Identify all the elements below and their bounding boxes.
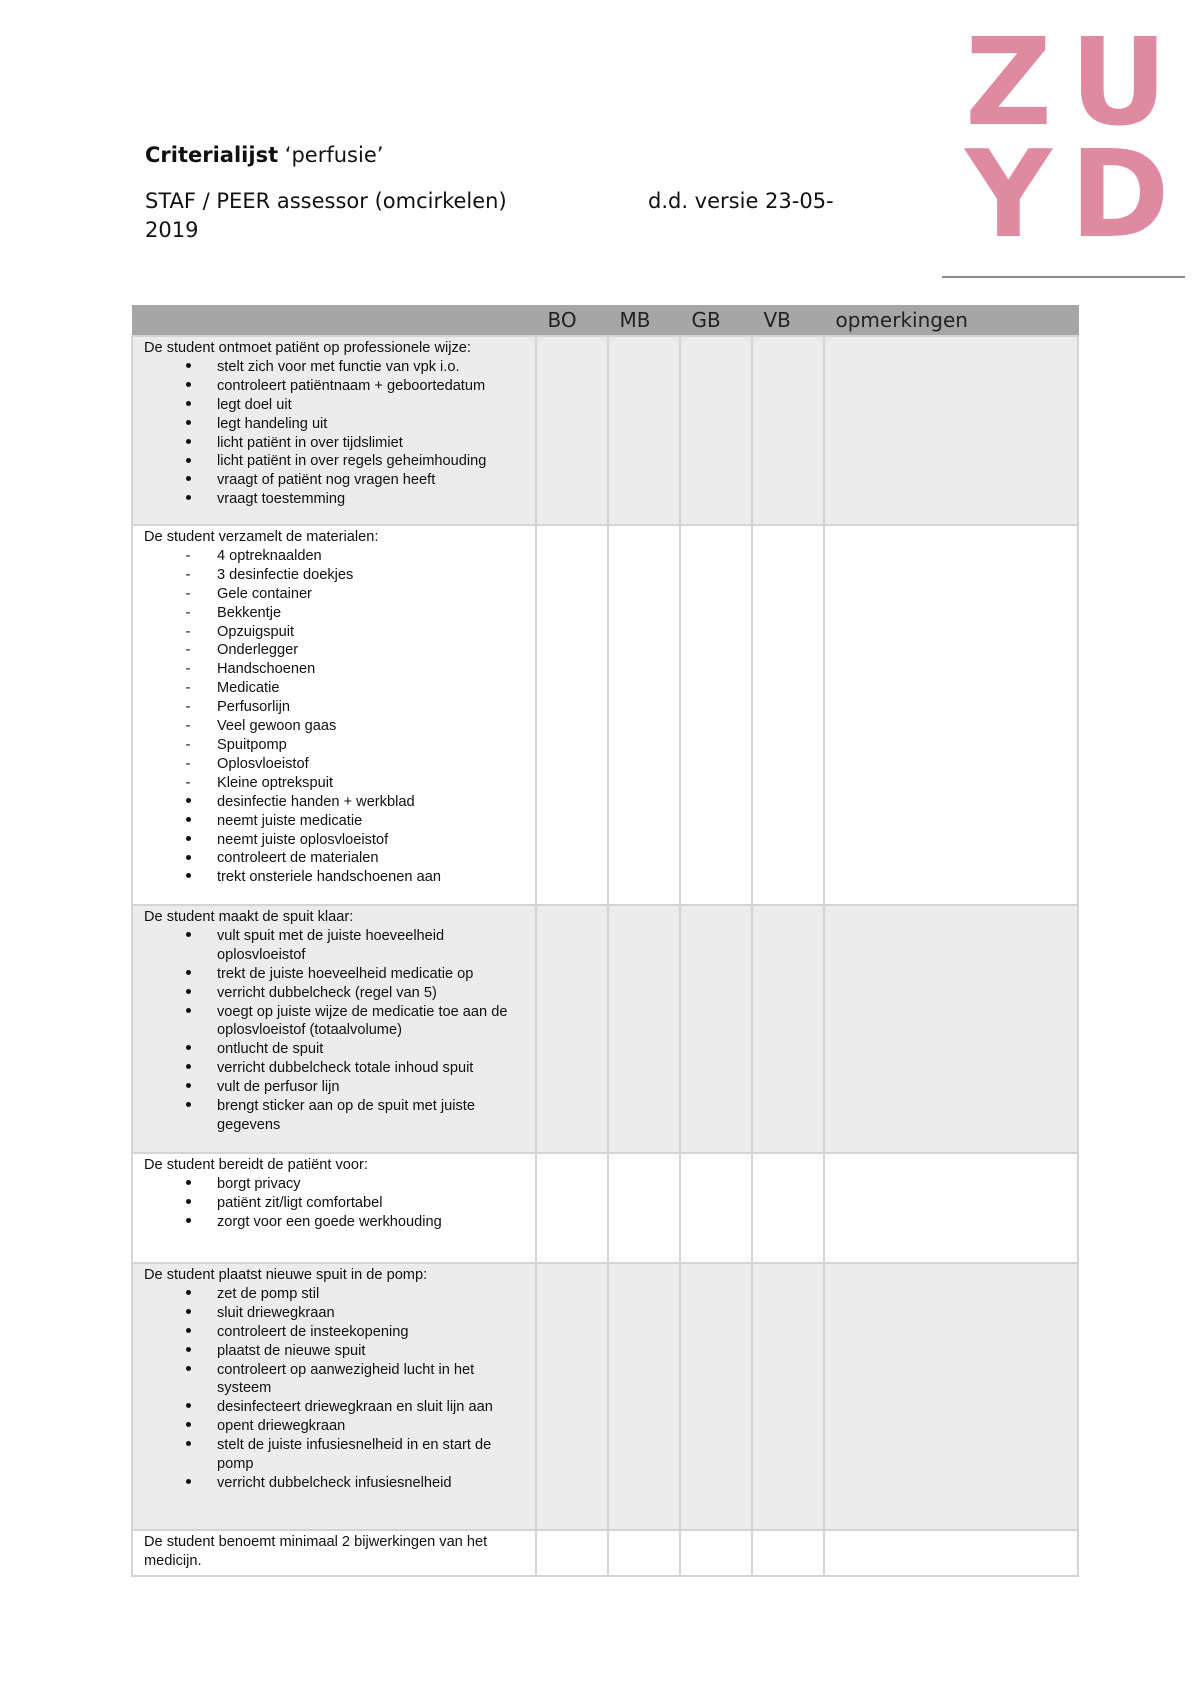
criterion-item <box>144 490 529 509</box>
criterion-cell <box>132 1153 536 1263</box>
criterion-item <box>144 965 529 984</box>
bullet-icon <box>182 1474 194 1493</box>
criterion-item <box>144 927 529 965</box>
remarks-cell[interactable] <box>824 1153 1078 1263</box>
bullet-icon <box>182 849 194 868</box>
criterion-cell <box>132 525 536 905</box>
criterion-item-text: voegt op juiste wijze de medicatie toe aan de oplosvloeistof (totaalvolume) <box>217 1003 508 1039</box>
header-vb: VB <box>752 305 824 336</box>
criterion-item-text: Oplosvloeistof <box>217 755 309 772</box>
score-cell-gb[interactable] <box>680 1153 752 1263</box>
document-title-rest: ‘perfusie’ <box>278 143 384 167</box>
dash-marker: - <box>185 718 191 735</box>
bullet-icon <box>182 831 194 850</box>
header-mb: MB <box>608 305 680 336</box>
criterion-item <box>144 679 529 698</box>
bullet-icon <box>182 965 194 984</box>
criterion-item-text: trekt de juiste hoeveelheid medicatie op <box>217 965 474 982</box>
header-opmerkingen: opmerkingen <box>824 305 1078 336</box>
criterion-item <box>144 471 529 490</box>
criterion-item <box>144 868 529 887</box>
logo-line-2: YD <box>965 126 1188 265</box>
criterion-list <box>144 358 529 509</box>
criterion-item <box>144 812 529 831</box>
criterion-item-text: stelt zich voor met functie van vpk i.o. <box>217 358 460 375</box>
criterion-item-text: Bekkentje <box>217 604 282 621</box>
dash-marker: - <box>185 623 191 640</box>
criterion-item-text: patiënt zit/ligt comfortabel <box>217 1194 383 1211</box>
dash-marker: - <box>185 755 191 772</box>
criteria-table <box>131 305 1079 1577</box>
header-gb: GB <box>680 305 752 336</box>
criteria-row <box>132 1263 1078 1530</box>
criterion-item <box>144 1474 529 1493</box>
criterion-item-text: ontlucht de spuit <box>217 1041 324 1058</box>
bullet-icon <box>182 490 194 509</box>
criterion-item-text: 4 optreknaalden <box>217 547 322 564</box>
remarks-cell[interactable] <box>824 1263 1078 1530</box>
bullet-icon <box>182 1361 194 1380</box>
criterion-item-text: desinfectie handen + werkblad <box>217 793 415 810</box>
criterion-item <box>144 774 529 793</box>
criterion-item <box>144 623 529 642</box>
dash-marker: - <box>185 604 191 621</box>
criterion-item-text: verricht dubbelcheck totale inhoud spuit <box>217 1060 474 1077</box>
criterion-item <box>144 452 529 471</box>
bullet-icon <box>182 415 194 434</box>
score-cell-gb[interactable] <box>680 905 752 1153</box>
criterion-item <box>144 984 529 1003</box>
header-criterion <box>132 305 536 336</box>
criterion-item <box>144 641 529 660</box>
remarks-cell[interactable] <box>824 905 1078 1153</box>
zuyd-logo <box>965 14 1188 265</box>
score-cell-mb[interactable] <box>608 1530 680 1576</box>
score-cell-mb[interactable] <box>608 525 680 905</box>
criterion-item <box>144 1040 529 1059</box>
score-cell-bo[interactable] <box>536 525 608 905</box>
criterion-item-text: neemt juiste medicatie <box>217 812 363 829</box>
table-header-row <box>132 305 1078 336</box>
criterion-list <box>144 927 529 1135</box>
criterion-item-text: vult de perfusor lijn <box>217 1079 340 1096</box>
bullet-icon <box>182 868 194 887</box>
bullet-icon <box>182 1040 194 1059</box>
criterion-item <box>144 1323 529 1342</box>
criterion-list <box>144 1175 529 1232</box>
criteria-body <box>132 336 1078 1576</box>
criterion-item-text: Gele container <box>217 585 312 602</box>
criterion-item-text: zet de pomp stil <box>217 1285 320 1302</box>
criterion-intro: De student verzamelt de materialen: <box>144 529 379 545</box>
bullet-icon <box>182 1059 194 1078</box>
document-title <box>145 143 383 167</box>
bullet-icon <box>182 927 194 946</box>
score-cell-mb[interactable] <box>608 1153 680 1263</box>
bullet-icon <box>182 1213 194 1232</box>
criterion-item <box>144 831 529 850</box>
bullet-icon <box>182 1323 194 1342</box>
dash-marker: - <box>185 547 191 564</box>
criterion-item <box>144 717 529 736</box>
score-cell-mb[interactable] <box>608 1263 680 1530</box>
criterion-item <box>144 585 529 604</box>
bullet-icon <box>182 434 194 453</box>
criterion-item-text: legt doel uit <box>217 396 292 413</box>
criterion-item-text: vraagt toestemming <box>217 491 346 508</box>
criterion-item-text: legt handeling uit <box>217 415 328 432</box>
score-cell-gb[interactable] <box>680 336 752 525</box>
bullet-icon <box>182 471 194 490</box>
criterion-item <box>144 1175 529 1194</box>
score-cell-bo[interactable] <box>536 336 608 525</box>
criterion-item-text: Spuitpomp <box>217 736 287 753</box>
criterion-item-text: verricht dubbelcheck (regel van 5) <box>217 984 437 1001</box>
bullet-icon <box>182 1194 194 1213</box>
score-cell-vb[interactable] <box>752 1153 824 1263</box>
criterion-item-text: borgt privacy <box>217 1175 301 1192</box>
criterion-intro: De student benoemt minimaal 2 bijwerkingen van het medicijn. <box>144 1534 488 1569</box>
criterion-item-text: controleert de insteekopening <box>217 1323 409 1340</box>
criterion-item-text: controleert op aanwezigheid lucht in het systeem <box>217 1361 475 1397</box>
criterion-item-text: vult spuit met de juiste hoeveelheid oplosvloeistof <box>217 927 445 963</box>
criterion-item <box>144 736 529 755</box>
bullet-icon <box>182 812 194 831</box>
criterion-item <box>144 1078 529 1097</box>
score-cell-vb[interactable] <box>752 525 824 905</box>
criterion-item <box>144 358 529 377</box>
dash-marker: - <box>185 680 191 697</box>
criterion-item-text: plaatst de nieuwe spuit <box>217 1342 366 1359</box>
score-cell-vb[interactable] <box>752 905 824 1153</box>
criterion-item-text: Kleine optrekspuit <box>217 774 334 791</box>
criterion-item-text: desinfecteert driewegkraan en sluit lijn aan <box>217 1399 493 1416</box>
criterion-item <box>144 1194 529 1213</box>
criterion-item <box>144 660 529 679</box>
criterion-item-text: controleert patiëntnaam + geboortedatum <box>217 377 486 394</box>
criterion-item <box>144 1097 529 1135</box>
bullet-icon <box>182 1398 194 1417</box>
score-cell-mb[interactable] <box>608 905 680 1153</box>
criterion-item <box>144 793 529 812</box>
criterion-item <box>144 604 529 623</box>
criterion-list <box>144 1285 529 1493</box>
criterion-intro: De student plaatst nieuwe spuit in de pomp: <box>144 1267 428 1283</box>
bullet-icon <box>182 793 194 812</box>
remarks-cell[interactable] <box>824 336 1078 525</box>
dash-marker: - <box>185 736 191 753</box>
bullet-icon <box>182 1175 194 1194</box>
criterion-item <box>144 1398 529 1417</box>
bullet-icon <box>182 1342 194 1361</box>
score-cell-vb[interactable] <box>752 1263 824 1530</box>
criterion-item <box>144 1213 529 1232</box>
criterion-item-text: Onderlegger <box>217 642 299 659</box>
remarks-cell[interactable] <box>824 525 1078 905</box>
criterion-item-text: zorgt voor een goede werkhouding <box>217 1213 442 1230</box>
criterion-item-text: verricht dubbelcheck infusiesnelheid <box>217 1474 452 1491</box>
criterion-item <box>144 434 529 453</box>
dash-marker: - <box>185 661 191 678</box>
criteria-row <box>132 1153 1078 1263</box>
criterion-item <box>144 849 529 868</box>
bullet-icon <box>182 1003 194 1022</box>
bullet-icon <box>182 1078 194 1097</box>
score-cell-bo[interactable] <box>536 1263 608 1530</box>
score-cell-bo[interactable] <box>536 1153 608 1263</box>
criterion-item <box>144 1003 529 1041</box>
bullet-icon <box>182 1097 194 1116</box>
criteria-row <box>132 1530 1078 1576</box>
criterion-item <box>144 1304 529 1323</box>
criterion-cell <box>132 905 536 1153</box>
criterion-item <box>144 396 529 415</box>
criteria-row <box>132 905 1078 1153</box>
bullet-icon <box>182 377 194 396</box>
score-cell-vb[interactable] <box>752 1530 824 1576</box>
remarks-cell[interactable] <box>824 1530 1078 1576</box>
criterion-item-text: Opzuigspuit <box>217 623 295 640</box>
version-date-continued: 2019 <box>145 218 199 242</box>
bullet-icon <box>182 1304 194 1323</box>
criterion-item-text: neemt juiste oplosvloeistof <box>217 831 389 848</box>
criterion-intro: De student ontmoet patiënt op professionele wijze: <box>144 340 471 356</box>
bullet-icon <box>182 1417 194 1436</box>
criterion-item <box>144 755 529 774</box>
score-cell-gb[interactable] <box>680 525 752 905</box>
criterion-cell <box>132 336 536 525</box>
criterion-item-text: opent driewegkraan <box>217 1418 346 1435</box>
criterion-item-text: brengt sticker aan op de spuit met juiste gegevens <box>217 1098 475 1133</box>
criterion-item-text: 3 desinfectie doekjes <box>217 566 354 583</box>
dash-marker: - <box>185 642 191 659</box>
criterion-item <box>144 377 529 396</box>
criterion-intro: De student bereidt de patiënt voor: <box>144 1157 368 1173</box>
criterion-item-text: controleert de materialen <box>217 850 379 867</box>
criterion-item <box>144 1436 529 1474</box>
bullet-icon <box>182 358 194 377</box>
header-bo: BO <box>536 305 608 336</box>
dash-marker: - <box>185 566 191 583</box>
criterion-item <box>144 1059 529 1078</box>
score-cell-gb[interactable] <box>680 1530 752 1576</box>
criterion-cell <box>132 1263 536 1530</box>
dash-marker: - <box>185 699 191 716</box>
criterion-item-text: Handschoenen <box>217 661 316 678</box>
score-cell-gb[interactable] <box>680 1263 752 1530</box>
criterion-item <box>144 566 529 585</box>
criterion-list <box>144 547 529 887</box>
score-cell-vb[interactable] <box>752 336 824 525</box>
criterion-item <box>144 1417 529 1436</box>
score-cell-bo[interactable] <box>536 905 608 1153</box>
criterion-item <box>144 1285 529 1304</box>
criterion-item-text: Perfusorlijn <box>217 699 290 716</box>
score-cell-bo[interactable] <box>536 1530 608 1576</box>
criterion-item <box>144 415 529 434</box>
criterion-item <box>144 1342 529 1361</box>
criterion-intro: De student maakt de spuit klaar: <box>144 909 354 925</box>
criterion-item <box>144 1361 529 1399</box>
bullet-icon <box>182 452 194 471</box>
bullet-icon <box>182 1285 194 1304</box>
version-date: d.d. versie 23-05- <box>648 189 834 213</box>
bullet-icon <box>182 396 194 415</box>
criterion-item-text: stelt de juiste infusiesnelheid in en start de pomp <box>217 1437 492 1473</box>
assessor-line: STAF / PEER assessor (omcirkelen) <box>145 189 507 213</box>
criterion-item-text: Medicatie <box>217 680 280 697</box>
criteria-row <box>132 336 1078 525</box>
logo-divider <box>942 276 1185 278</box>
document-title-bold: Criterialijst <box>145 143 279 167</box>
criterion-item-text: licht patiënt in over tijdslimiet <box>217 434 403 451</box>
criterion-item-text: Veel gewoon gaas <box>217 718 337 735</box>
criterion-cell <box>132 1530 536 1576</box>
dash-marker: - <box>185 774 191 791</box>
logo-line-1: ZU <box>965 14 1186 153</box>
criterion-item-text: trekt onsteriele handschoenen aan <box>217 869 441 886</box>
bullet-icon <box>182 1436 194 1455</box>
dash-marker: - <box>185 585 191 602</box>
criteria-row <box>132 525 1078 905</box>
bullet-icon <box>182 984 194 1003</box>
criterion-item-text: licht patiënt in over regels geheimhouding <box>217 453 487 470</box>
score-cell-mb[interactable] <box>608 336 680 525</box>
criterion-item <box>144 547 529 566</box>
criterion-item-text: sluit driewegkraan <box>217 1304 335 1321</box>
criterion-item <box>144 698 529 717</box>
criterion-item-text: vraagt of patiënt nog vragen heeft <box>217 472 436 489</box>
